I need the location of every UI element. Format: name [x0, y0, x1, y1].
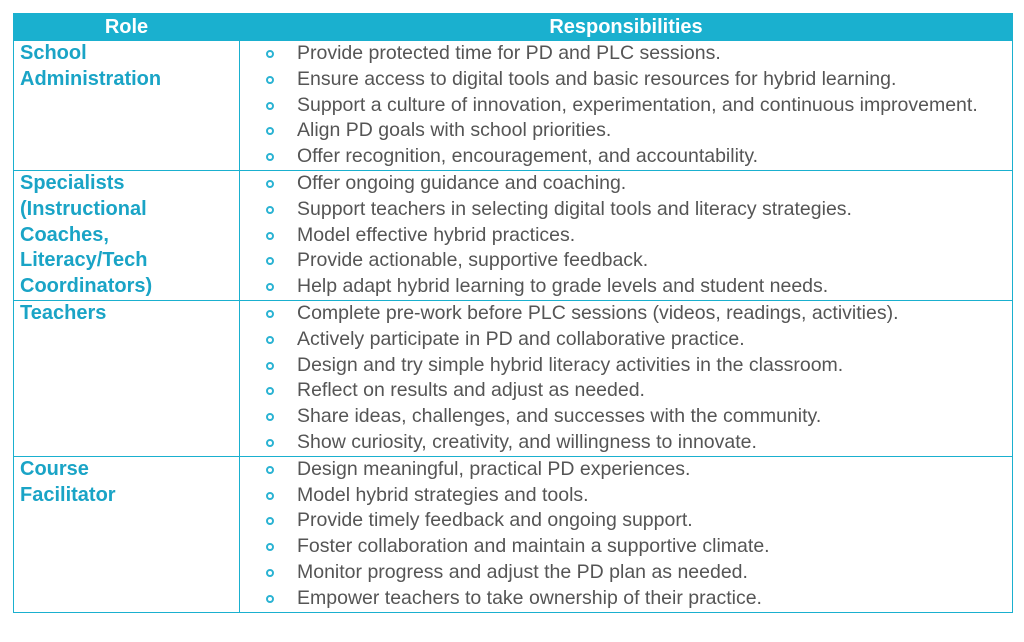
responsibilities-list [240, 301, 1012, 456]
role-name-line: (Instructional [20, 197, 147, 220]
hollow-circle-bullet-icon [266, 466, 274, 474]
hollow-circle-bullet-icon [266, 153, 274, 161]
list-item [240, 223, 1012, 249]
list-item [240, 560, 1012, 586]
responsibilities-list [240, 41, 1012, 170]
responsibilities-cell [240, 456, 1013, 612]
hollow-circle-bullet-icon [266, 439, 274, 447]
responsibility-text: Provide actionable, supportive feedback. [297, 249, 649, 272]
role-name-line: Administration [20, 67, 162, 90]
responsibility-text: Model effective hybrid practices. [297, 223, 576, 246]
list-item [240, 508, 1012, 534]
list-item [240, 327, 1012, 353]
responsibility-text: Reflect on results and adjust as needed. [297, 379, 645, 402]
responsibility-text: Provide protected time for PD and PLC sessions. [297, 42, 721, 64]
role-name-line: Course [20, 457, 89, 480]
list-item [240, 248, 1012, 274]
role-cell [14, 456, 240, 612]
responsibility-text: Monitor progress and adjust the PD plan as needed. [297, 560, 748, 583]
role-name-line: Coaches, [20, 223, 109, 246]
responsibility-text: Offer ongoing guidance and coaching. [297, 171, 627, 194]
responsibility-text: Empower teachers to take ownership of their practice. [297, 586, 762, 609]
list-item [240, 534, 1012, 560]
hollow-circle-bullet-icon [266, 257, 274, 265]
list-item [240, 171, 1012, 197]
list-item [240, 430, 1012, 456]
hollow-circle-bullet-icon [266, 569, 274, 577]
role-name-line: Teachers [20, 301, 107, 324]
responsibility-text: Ensure access to digital tools and basic resources for hybrid learning. [297, 67, 897, 90]
list-item [240, 197, 1012, 223]
table-row [14, 456, 1013, 612]
list-item [240, 41, 1012, 67]
responsibility-text: Support teachers in selecting digital tools and literacy strategies. [297, 197, 852, 220]
responsibility-text: Design and try simple hybrid literacy activities in the classroom. [297, 353, 844, 376]
list-item [240, 93, 1012, 119]
responsibilities-list [240, 457, 1012, 612]
list-item [240, 301, 1012, 327]
role-name-line: Literacy/Tech [20, 249, 148, 272]
responsibility-text: Help adapt hybrid learning to grade levels and student needs. [297, 275, 829, 298]
roles-responsibilities-table [13, 13, 1013, 613]
hollow-circle-bullet-icon [266, 595, 274, 603]
list-item [240, 378, 1012, 404]
hollow-circle-bullet-icon [266, 283, 274, 291]
responsibility-text: Offer recognition, encouragement, and accountability. [297, 145, 759, 168]
hollow-circle-bullet-icon [266, 50, 274, 58]
hollow-circle-bullet-icon [266, 517, 274, 525]
responsibility-text: Foster collaboration and maintain a supportive climate. [297, 535, 770, 558]
responsibility-text: Support a culture of innovation, experimentation, and continuous improvement. [297, 93, 978, 116]
responsibilities-column-header: Responsibilities [240, 14, 1013, 41]
responsibility-text: Complete pre-work before PLC sessions (videos, readings, activities). [297, 301, 899, 324]
hollow-circle-bullet-icon [266, 180, 274, 188]
role-name-line: Facilitator [20, 483, 116, 506]
list-item [240, 144, 1012, 170]
hollow-circle-bullet-icon [266, 336, 274, 344]
responsibilities-cell [240, 170, 1013, 300]
list-item [240, 67, 1012, 93]
list-item [240, 118, 1012, 144]
list-item [240, 457, 1012, 483]
responsibility-text: Actively participate in PD and collaborative practice. [297, 327, 745, 350]
responsibility-text: Provide timely feedback and ongoing support. [297, 509, 693, 532]
table-row [14, 300, 1013, 456]
role-column-header: Role [14, 14, 240, 41]
responsibilities-list [240, 171, 1012, 300]
responsibilities-cell [240, 41, 1013, 171]
hollow-circle-bullet-icon [266, 362, 274, 370]
hollow-circle-bullet-icon [266, 232, 274, 240]
hollow-circle-bullet-icon [266, 310, 274, 318]
responsibilities-cell [240, 300, 1013, 456]
hollow-circle-bullet-icon [266, 76, 274, 84]
table-header-row [14, 14, 1013, 41]
list-item [240, 274, 1012, 300]
hollow-circle-bullet-icon [266, 543, 274, 551]
hollow-circle-bullet-icon [266, 492, 274, 500]
hollow-circle-bullet-icon [266, 102, 274, 110]
responsibility-text: Share ideas, challenges, and successes with the community. [297, 405, 822, 428]
hollow-circle-bullet-icon [266, 127, 274, 135]
role-name-line: Coordinators) [20, 275, 153, 298]
list-item [240, 353, 1012, 379]
role-name-line: School [20, 42, 87, 64]
responsibility-text: Model hybrid strategies and tools. [297, 483, 589, 506]
table-body [14, 41, 1013, 613]
role-name-line: Specialists [20, 171, 125, 194]
responsibility-text: Design meaningful, practical PD experiences. [297, 457, 691, 480]
list-item [240, 586, 1012, 612]
role-cell [14, 170, 240, 300]
hollow-circle-bullet-icon [266, 206, 274, 214]
list-item [240, 404, 1012, 430]
role-cell [14, 300, 240, 456]
responsibility-text: Show curiosity, creativity, and willingness to innovate. [297, 430, 757, 453]
list-item [240, 483, 1012, 509]
hollow-circle-bullet-icon [266, 387, 274, 395]
table-row [14, 170, 1013, 300]
table-row [14, 41, 1013, 171]
hollow-circle-bullet-icon [266, 413, 274, 421]
role-cell [14, 41, 240, 171]
responsibility-text: Align PD goals with school priorities. [297, 119, 612, 142]
